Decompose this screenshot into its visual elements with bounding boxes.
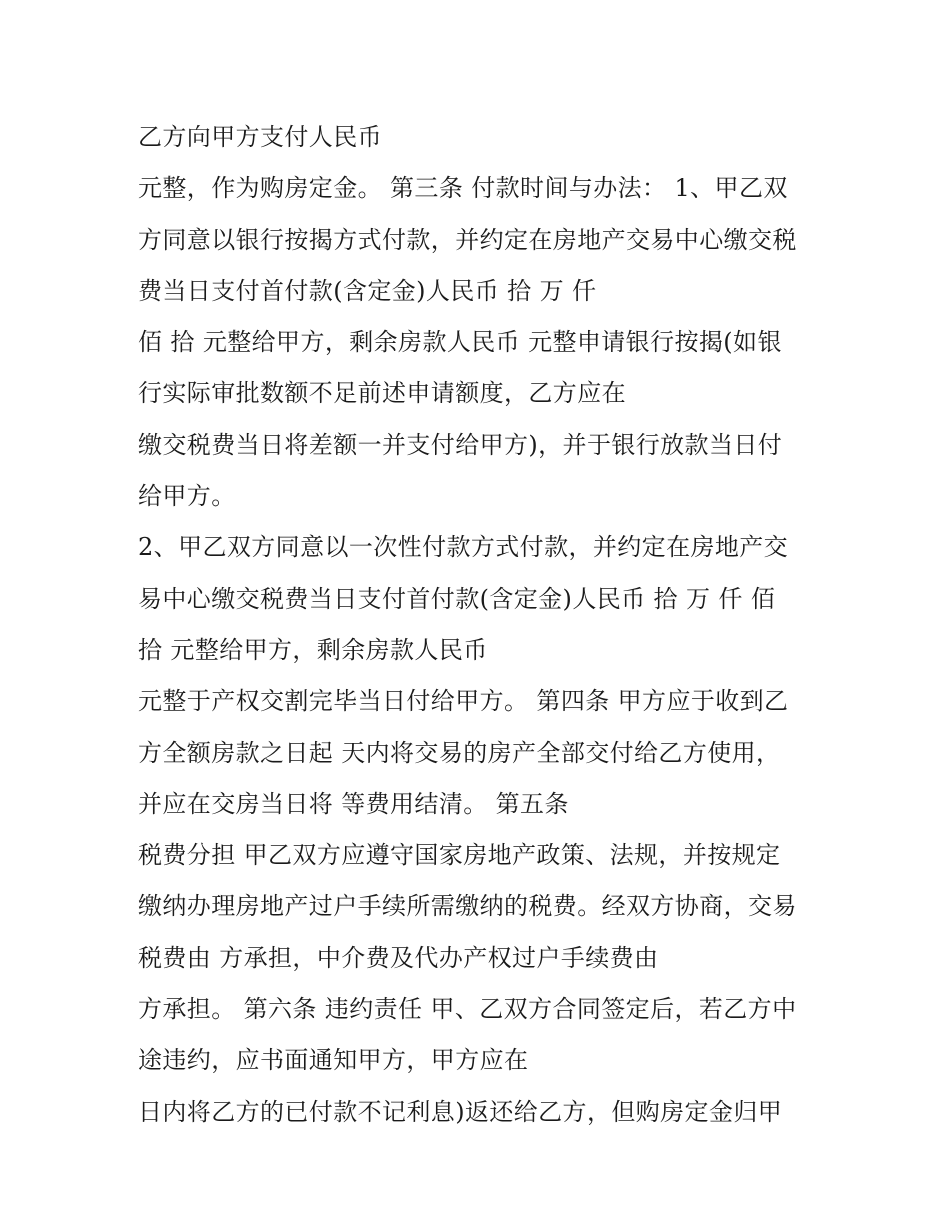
text-line: 并应在交房当日将 等费用结清。 第五条 — [138, 789, 569, 818]
text-line: 元整于产权交割完毕当日付给甲方。 第四条 甲方应于收到乙 — [138, 687, 789, 716]
text-line: 途违约，应书面通知甲方，甲方应在 — [138, 1046, 529, 1075]
text-line: 易中心缴交税费当日支付首付款(含定金)人民币 拾 万 仟 佰 — [138, 584, 776, 613]
text-line: 缴交税费当日将差额一并支付给甲方)，并于银行放款当日付 — [138, 430, 783, 459]
text-line: 费当日支付首付款(含定金)人民币 拾 万 仟 — [138, 276, 597, 305]
text-line: 方承担。 第六条 违约责任 甲、乙双方合同签定后，若乙方中 — [138, 995, 797, 1024]
text-line: 乙方向甲方支付人民币 — [138, 123, 382, 151]
text-line: 2、甲乙双方同意以一次性付款方式付款，并约定在房地产交 — [138, 533, 789, 562]
text-line: 方同意以银行按揭方式付款，并约定在房地产交易中心缴交税 — [138, 225, 797, 254]
text-line: 行实际审批数额不足前述申请额度，乙方应在 — [138, 379, 626, 408]
text-line: 方全额房款之日起 天内将交易的房产全部交付给乙方使用， — [138, 738, 781, 767]
text-line: 税费由 方承担，中介费及代办产权过户手续费由 — [138, 943, 659, 972]
text-line: 给甲方。 — [138, 482, 236, 511]
text-line: 佰 拾 元整给甲方，剩余房款人民币 元整申请银行按揭(如银 — [138, 328, 782, 357]
text-line: 元整，作为购房定金。 第三条 付款时间与办法： 1、甲乙双 — [138, 174, 788, 203]
contract-text — [138, 112, 828, 1138]
text-line: 拾 元整给甲方，剩余房款人民币 — [138, 635, 488, 664]
text-line: 税费分担 甲乙双方应遵守国家房地产政策、法规，并按规定 — [138, 841, 781, 870]
text-line: 缴纳办理房地产过户手续所需缴纳的税费。经双方协商，交易 — [138, 892, 797, 921]
text-line: 日内将乙方的已付款不记利息)返还给乙方，但购房定金归甲 — [138, 1097, 783, 1126]
